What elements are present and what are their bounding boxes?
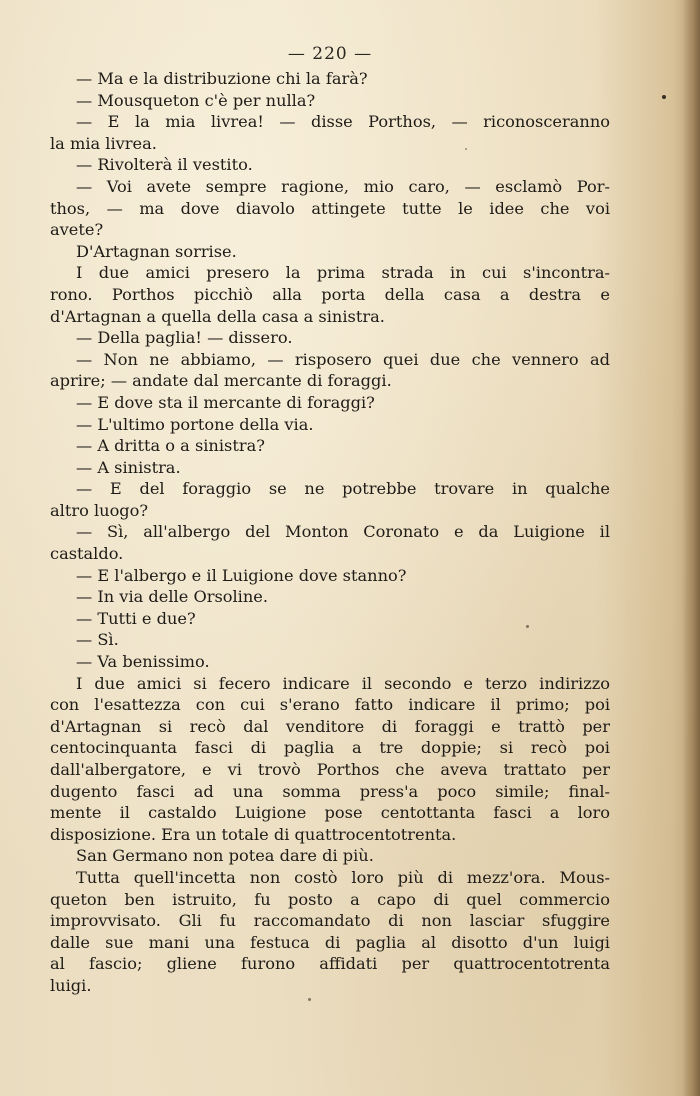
text-line: — Della paglia! — dissero. bbox=[76, 328, 293, 348]
text-line: dugento fasci ad una somma press'a poco simile; final- bbox=[50, 781, 610, 801]
text-line: disposizione. Era un totale di quattrocentotrenta. bbox=[50, 824, 457, 844]
text-line: d'Artagnan a quella della casa a sinistra. bbox=[50, 306, 385, 326]
text-line: altro luogo? bbox=[50, 500, 149, 520]
text-line: I due amici presero la prima strada in cui s'incontra- bbox=[76, 263, 610, 283]
paper-speck bbox=[662, 95, 666, 99]
text-line: — Mousqueton c'è per nulla? bbox=[76, 90, 316, 110]
text-line: la mia livrea. bbox=[50, 133, 157, 153]
text-line: I due amici si fecero indicare il secondo e terzo indirizzo bbox=[76, 673, 610, 693]
text-line: — A sinistra. bbox=[76, 457, 181, 477]
text-line: queton ben istruito, fu posto a capo di quel commercio bbox=[50, 889, 610, 909]
text-line: — Sì. bbox=[76, 630, 119, 650]
text-line: — Rivolterà il vestito. bbox=[76, 155, 253, 175]
text-line: — Va benissimo. bbox=[76, 652, 210, 672]
text-line: aprire; — andate dal mercante di foraggi. bbox=[50, 371, 392, 391]
text-line: castaldo. bbox=[50, 544, 124, 564]
text-line: — E la mia livrea! — disse Porthos, — riconosceranno bbox=[76, 112, 610, 132]
text-line: — In via delle Orsoline. bbox=[76, 587, 269, 607]
text-line: mente il castaldo Luigione pose centottanta fasci a loro bbox=[50, 803, 610, 823]
text-line: — E dove sta il mercante di foraggi? bbox=[76, 392, 375, 412]
text-line: thos, — ma dove diavolo attingete tutte le idee che voi bbox=[50, 198, 610, 218]
page-number: — 220 — bbox=[287, 44, 373, 64]
text-line: dalle sue mani una festuca di paglia al disotto d'un luigi bbox=[50, 932, 610, 952]
text-line: — L'ultimo portone della via. bbox=[76, 414, 314, 434]
paper-speck bbox=[526, 625, 529, 628]
text-line: — Tutti e due? bbox=[76, 608, 196, 628]
text-line: D'Artagnan sorrise. bbox=[76, 241, 237, 261]
text-line: d'Artagnan si recò dal venditore di foraggi e trattò per bbox=[50, 716, 610, 736]
text-line: centocinquanta fasci di paglia a tre doppie; si recò poi bbox=[50, 738, 610, 758]
text-line: rono. Porthos picchiò alla porta della casa a destra e bbox=[50, 284, 610, 304]
paper-speck bbox=[308, 998, 311, 1001]
text-line: luigi. bbox=[50, 975, 92, 995]
text-line: con l'esattezza con cui s'erano fatto indicare il primo; poi bbox=[50, 695, 610, 715]
text-line: — Ma e la distribuzione chi la farà? bbox=[76, 69, 368, 88]
body-text bbox=[50, 68, 610, 997]
text-line: — Voi avete sempre ragione, mio caro, — esclamò Por- bbox=[76, 176, 610, 196]
paper-speck bbox=[465, 148, 467, 150]
text-line: — E l'albergo e il Luigione dove stanno? bbox=[76, 565, 407, 585]
page-edge-shadow bbox=[682, 0, 700, 1096]
text-line: — E del foraggio se ne potrebbe trovare in qualche bbox=[76, 479, 610, 499]
text-line: improvvisato. Gli fu raccomandato di non lasciar sfuggire bbox=[50, 911, 610, 931]
text-line: — Non ne abbiamo, — risposero quei due che vennero ad bbox=[76, 349, 610, 369]
text-line: — Sì, all'albergo del Monton Coronato e da Luigione il bbox=[76, 522, 610, 542]
text-line: San Germano non potea dare di più. bbox=[76, 846, 374, 866]
text-line: al fascio; gliene furono affidati per quattrocentotrenta bbox=[50, 954, 610, 974]
text-line: Tutta quell'incetta non costò loro più di mezz'ora. Mous- bbox=[76, 867, 610, 887]
text-line: dall'albergatore, e vi trovò Porthos che aveva trattato per bbox=[50, 760, 610, 779]
text-line: avete? bbox=[50, 220, 104, 240]
text-line: — A dritta o a sinistra? bbox=[76, 436, 265, 456]
